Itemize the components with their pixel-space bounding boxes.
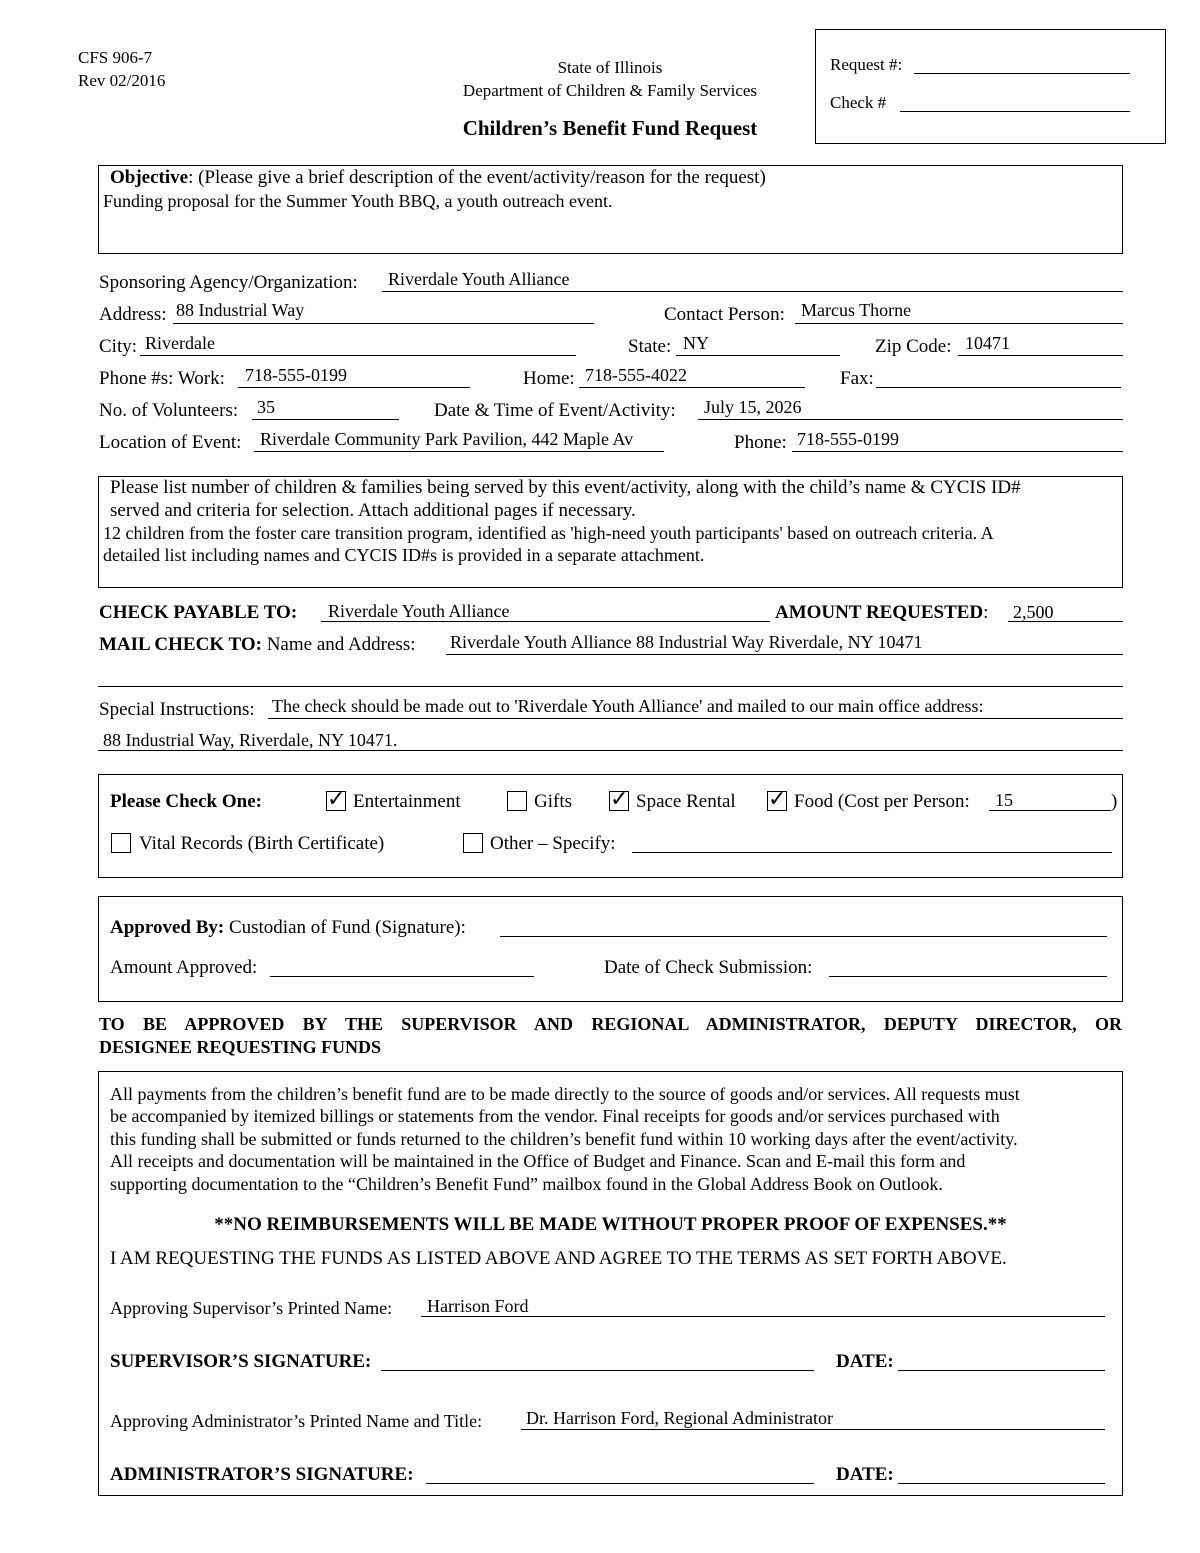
special-field-1[interactable]: The check should be made out to 'Riverdale Youth Alliance' and mailed to our main office address: xyxy=(272,696,984,716)
home-phone-label: Home: xyxy=(523,368,575,389)
administrator-date-label: DATE: xyxy=(836,1464,894,1485)
event-datetime-field[interactable]: July 15, 2026 xyxy=(704,397,802,417)
supervisor-heading-1: TO BE APPROVED BY THE SUPERVISOR AND REGIONAL ADMINISTRATOR, DEPUTY DIRECTOR, OR xyxy=(99,1014,1122,1034)
special-field-2[interactable]: 88 Industrial Way, Riverdale, NY 10471. xyxy=(103,730,398,750)
payable-field[interactable]: Riverdale Youth Alliance xyxy=(328,601,510,621)
state-field[interactable]: NY xyxy=(683,333,709,353)
state-label: State: xyxy=(628,336,672,357)
supervisor-name-field[interactable]: Harrison Ford xyxy=(427,1296,529,1316)
volunteers-label: No. of Volunteers: xyxy=(99,400,239,421)
amount-approved-field[interactable] xyxy=(270,955,534,977)
request-number-field[interactable] xyxy=(914,52,1130,74)
food-cost-field[interactable]: 15 xyxy=(995,790,1013,810)
children-field-line-1[interactable]: 12 children from the foster care transition program, identified as 'high-need youth participants' based on outreach criteria. A xyxy=(103,523,994,543)
contact-field[interactable]: Marcus Thorne xyxy=(801,300,912,320)
address-label: Address: xyxy=(99,304,167,325)
event-phone-label: Phone: xyxy=(734,432,787,453)
entertainment-checkbox[interactable]: ✓ xyxy=(327,787,346,812)
mail-check-field[interactable]: Riverdale Youth Alliance 88 Industrial Way Riverdale, NY 10471 xyxy=(450,632,923,652)
terms-line-2: be accompanied by itemized billings or statements from the vendor. Final receipts for goods and/or services purchased with xyxy=(110,1106,1000,1126)
check-number-field[interactable] xyxy=(900,90,1130,112)
terms-line-4: All receipts and documentation will be maintained in the Office of Budget and Finance. Scan and E-mail this form and xyxy=(110,1151,966,1171)
event-phone-field[interactable]: 718-555-0199 xyxy=(797,429,899,449)
administrator-name-label: Approving Administrator’s Printed Name and Title: xyxy=(110,1411,483,1431)
home-phone-field[interactable]: 718-555-4022 xyxy=(585,365,687,385)
children-instruction-2: served and criteria for selection. Attach additional pages if necessary. xyxy=(110,500,636,521)
space-rental-checkbox[interactable]: ✓ xyxy=(610,787,629,812)
terms-line-5: supporting documentation to the “Children’s Benefit Fund” mailbox found in the Global Address Book on Outlook. xyxy=(110,1174,943,1194)
custodian-label: Custodian of Fund (Signature): xyxy=(228,917,466,938)
sponsor-label: Sponsoring Agency/Organization: xyxy=(99,272,358,293)
supervisor-heading-2: DESIGNEE REQUESTING FUNDS xyxy=(99,1037,382,1057)
space-rental-label: Space Rental xyxy=(636,791,736,812)
administrator-signature-label: ADMINISTRATOR’S SIGNATURE: xyxy=(110,1464,414,1485)
office-use-box xyxy=(815,29,1166,144)
objective-hint: : (Please give a brief description of the event/activity/reason for the request) xyxy=(188,167,766,188)
administrator-signature-field[interactable] xyxy=(426,1462,814,1484)
food-label: Food (Cost per Person: xyxy=(794,791,970,812)
vital-records-checkbox[interactable] xyxy=(111,833,131,853)
supervisor-date-field[interactable] xyxy=(898,1349,1105,1371)
department-name: Department of Children & Family Services xyxy=(462,81,758,100)
zip-label: Zip Code: xyxy=(875,336,952,357)
administrator-name-field[interactable]: Dr. Harrison Ford, Regional Administrator xyxy=(526,1408,833,1428)
objective-label: Objective xyxy=(110,167,189,188)
food-close-paren: ) xyxy=(1111,791,1118,812)
no-reimbursement-notice: **NO REIMBURSEMENTS WILL BE MADE WITHOUT PROPER PROOF OF EXPENSES.** xyxy=(214,1214,1007,1235)
mail-check-field-line-2[interactable] xyxy=(98,665,1123,687)
contact-label: Contact Person: xyxy=(664,304,785,325)
approved-by-label: Approved By: xyxy=(110,917,225,938)
mail-check-sub: Name and Address: xyxy=(266,634,416,655)
city-label: City: xyxy=(99,336,138,357)
check-number-label: Check # xyxy=(830,93,887,112)
supervisor-signature-label: SUPERVISOR’S SIGNATURE: xyxy=(110,1351,372,1372)
special-instructions-label: Special Instructions: xyxy=(99,699,255,720)
volunteers-field[interactable]: 35 xyxy=(257,397,275,417)
form-revision: Rev 02/2016 xyxy=(78,71,166,90)
form-number: CFS 906-7 xyxy=(78,48,153,67)
gifts-label: Gifts xyxy=(534,791,572,812)
page-title: Children’s Benefit Fund Request xyxy=(462,116,758,140)
mail-check-heading xyxy=(99,634,416,656)
amount-requested-heading xyxy=(775,602,988,624)
phone-work-field[interactable]: 718-555-0199 xyxy=(245,365,347,385)
other-label: Other – Specify: xyxy=(490,833,616,854)
administrator-date-field[interactable] xyxy=(898,1462,1105,1484)
objective-heading xyxy=(110,167,766,189)
amount-approved-label: Amount Approved: xyxy=(110,957,258,978)
location-label: Location of Event: xyxy=(99,432,242,453)
request-number-label: Request #: xyxy=(830,55,903,74)
food-checkbox[interactable]: ✓ xyxy=(768,787,787,812)
objective-field[interactable]: Funding proposal for the Summer Youth BBQ, a youth outreach event. xyxy=(103,191,613,211)
supervisor-signature-field[interactable] xyxy=(381,1349,814,1371)
location-field[interactable]: Riverdale Community Park Pavilion, 442 Maple Av xyxy=(260,429,634,449)
check-one-label: Please Check One: xyxy=(110,791,262,812)
children-instruction-1: Please list number of children & families being served by this event/activity, along with the child’s name & CYCIS ID# xyxy=(110,477,1021,498)
approval-box xyxy=(98,896,1123,1002)
agreement-statement: I AM REQUESTING THE FUNDS AS LISTED ABOVE AND AGREE TO THE TERMS AS SET FORTH ABOVE. xyxy=(110,1248,1007,1269)
date-submission-field[interactable] xyxy=(829,955,1107,977)
sponsor-field[interactable]: Riverdale Youth Alliance xyxy=(388,269,570,289)
fax-field[interactable] xyxy=(876,366,1121,388)
amount-requested-label: AMOUNT REQUESTED xyxy=(775,602,984,623)
address-field[interactable]: 88 Industrial Way xyxy=(176,300,305,320)
date-submission-label: Date of Check Submission: xyxy=(604,957,813,978)
mail-check-label: MAIL CHECK TO: xyxy=(99,634,262,655)
payable-label: CHECK PAYABLE TO: xyxy=(99,602,298,623)
terms-line-3: this funding shall be submitted or funds returned to the children’s benefit fund within 10 working days after the event/activity. xyxy=(110,1129,1018,1149)
gifts-checkbox[interactable] xyxy=(507,791,527,811)
children-field-line-2[interactable]: detailed list including names and CYCIS ID#s is provided in a separate attachment. xyxy=(103,545,705,565)
approved-by-heading xyxy=(110,917,466,939)
phone-work-label: Phone #s: Work: xyxy=(99,368,225,389)
state-name: State of Illinois xyxy=(557,58,663,77)
entertainment-label: Entertainment xyxy=(353,791,461,812)
amount-requested-field[interactable]: 2,500 xyxy=(1013,602,1054,622)
vital-records-label: Vital Records (Birth Certificate) xyxy=(139,833,385,854)
fax-label: Fax: xyxy=(840,368,874,389)
custodian-signature-field[interactable] xyxy=(500,915,1107,937)
terms-line-1: All payments from the children’s benefit fund are to be made directly to the source of goods and/or services. All requests must xyxy=(110,1084,1020,1104)
other-checkbox[interactable] xyxy=(463,833,483,853)
amount-requested-colon: : xyxy=(983,602,989,623)
supervisor-date-label: DATE: xyxy=(836,1351,894,1372)
event-datetime-label: Date & Time of Event/Activity: xyxy=(434,400,676,421)
zip-field[interactable]: 10471 xyxy=(965,333,1010,353)
other-specify-field[interactable] xyxy=(632,831,1112,853)
city-field[interactable]: Riverdale xyxy=(145,333,215,353)
supervisor-name-label: Approving Supervisor’s Printed Name: xyxy=(110,1298,393,1318)
